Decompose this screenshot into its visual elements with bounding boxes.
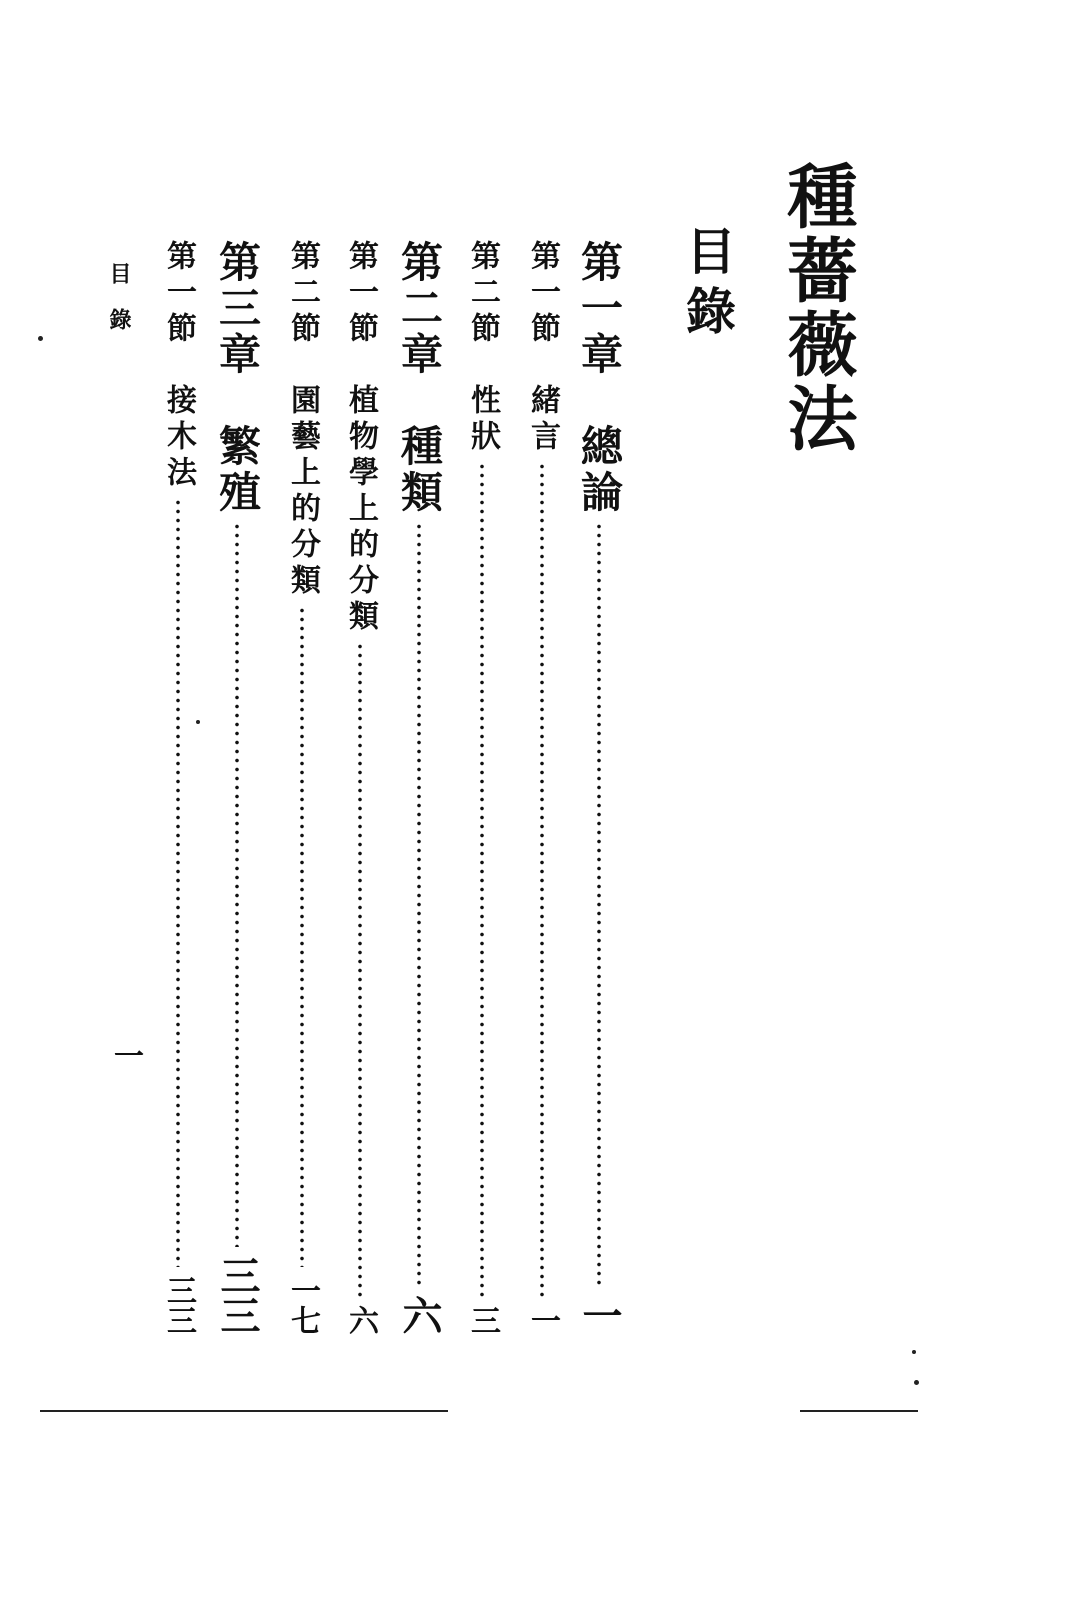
toc-entry-page: 一七 xyxy=(285,1275,320,1335)
toc-entry-page: 一 xyxy=(525,1305,560,1335)
toc-entry-label: 第一節 接木法 xyxy=(161,240,196,492)
toc-entry-page: 三三 xyxy=(214,1255,261,1335)
dot-leader xyxy=(479,462,485,1297)
dot-leader xyxy=(539,462,545,1297)
toc-entry-label: 第二章 種類 xyxy=(395,240,444,516)
toc-entry-section-2-2[interactable] xyxy=(282,240,322,1335)
toc-entry-page: 一 xyxy=(576,1295,623,1335)
scan-speck xyxy=(912,1350,916,1354)
toc-heading: 目錄 xyxy=(678,225,737,345)
running-head: 目錄 xyxy=(106,262,132,354)
scan-speck xyxy=(196,720,200,724)
dot-leader xyxy=(299,606,305,1267)
page-folio: 一 xyxy=(108,1040,143,1070)
toc-entry-label: 第一章 總論 xyxy=(575,240,624,516)
toc-entry-label: 第二節 園藝上的分類 xyxy=(285,240,320,600)
toc-entry-page: 六 xyxy=(396,1295,443,1335)
toc-entry-label: 第一節 植物學上的分類 xyxy=(343,240,378,636)
toc-entry-page: 三 xyxy=(465,1305,500,1335)
toc-entry-section-3-1[interactable] xyxy=(158,240,198,1335)
scan-speck xyxy=(914,1380,919,1385)
toc-entry-page: 三三 xyxy=(161,1275,196,1335)
page-edge-rule-right xyxy=(800,1410,918,1412)
scan-speck xyxy=(38,336,43,341)
page-edge-rule-left xyxy=(40,1410,448,1412)
toc-entry-label: 第一節 緒言 xyxy=(525,240,560,456)
dot-leader xyxy=(175,498,181,1267)
dot-leader xyxy=(596,522,602,1287)
toc-entry-label: 第三章 繁殖 xyxy=(213,240,262,516)
toc-entry-page: 六 xyxy=(343,1305,378,1335)
dot-leader xyxy=(416,522,422,1287)
dot-leader xyxy=(234,522,240,1247)
toc-entry-section-1-1[interactable] xyxy=(522,240,562,1335)
toc-entry-chapter-1[interactable] xyxy=(574,240,624,1335)
toc-entry-section-1-2[interactable] xyxy=(462,240,502,1335)
toc-entry-label: 第二節 性狀 xyxy=(465,240,500,456)
toc-entry-section-2-1[interactable] xyxy=(340,240,380,1335)
book-title: 種薔薇法 xyxy=(776,160,859,456)
toc-entry-chapter-2[interactable] xyxy=(394,240,444,1335)
toc-entry-chapter-3[interactable] xyxy=(212,240,262,1335)
dot-leader xyxy=(357,642,363,1297)
